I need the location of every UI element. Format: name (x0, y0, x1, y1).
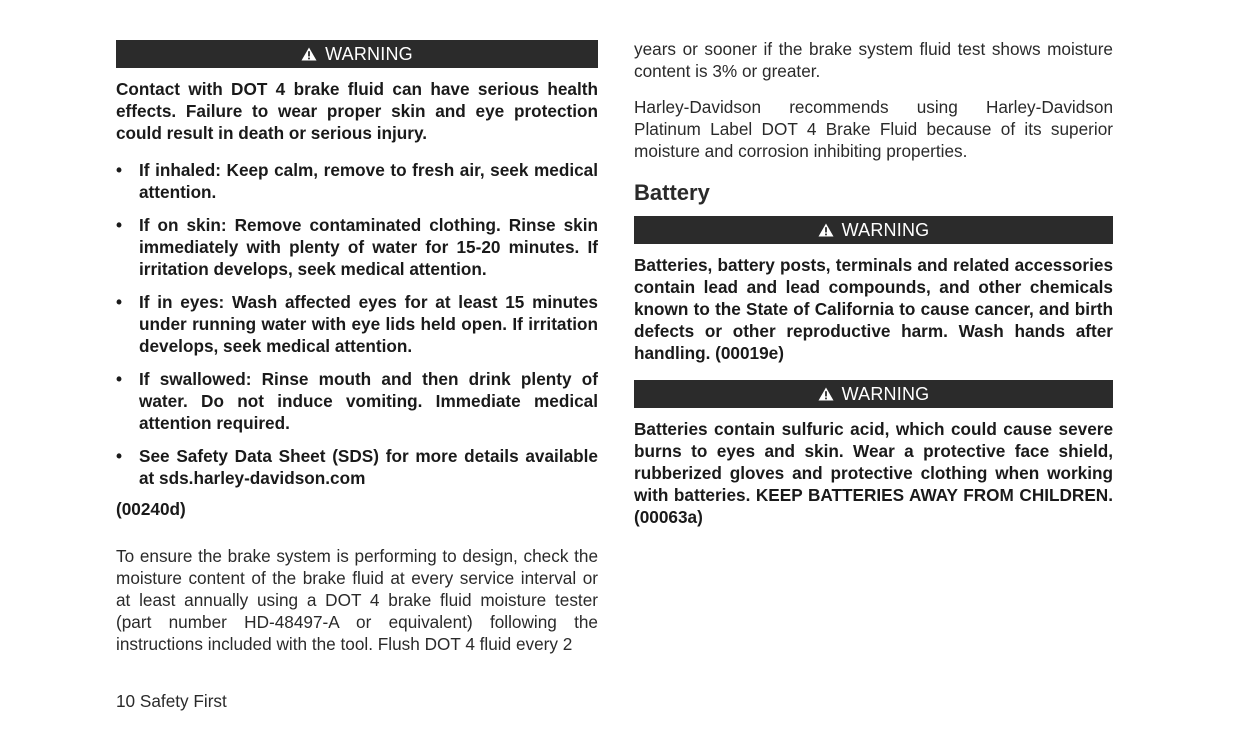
warning-banner (634, 380, 1113, 408)
warning-label: WARNING (841, 383, 930, 404)
warning-triangle-icon (818, 223, 834, 237)
list-item (116, 368, 598, 434)
bullet-marker: • (116, 160, 123, 180)
warning-code: (00240d) (116, 499, 186, 519)
list-item-text: If on skin: Remove contaminated clothing. Rinse skin immediately with plenty of water for 15-20 minutes. If irritation develops, seek medical attention. (139, 215, 598, 279)
section-heading: Battery (634, 180, 710, 205)
list-item (116, 159, 598, 203)
right-column (634, 38, 1113, 528)
warning-banner (116, 40, 598, 68)
body-paragraph: To ensure the brake system is performing to design, check the moisture content of the brake fluid at every service interval or at least annually using a DOT 4 brake fluid moisture tester (part number HD-48497-A or equivalent) following the instructions included with the tool. Flush DOT 4 fluid every 2 (116, 546, 598, 654)
list-item (116, 445, 598, 489)
warning-triangle-icon (818, 387, 834, 401)
list-item-text: If in eyes: Wash affected eyes for at least 15 minutes under running water with eye lids held open. If irritation develops, seek medical attention. (139, 292, 598, 356)
list-item-text: See Safety Data Sheet (SDS) for more details available at sds.harley-davidson.com (139, 446, 598, 488)
bullet-marker: • (116, 292, 123, 312)
warning-label: WARNING (841, 219, 930, 240)
warning-intro-text: Contact with DOT 4 brake fluid can have serious health effects. Failure to wear proper skin and eye protection could result in death or serious injury. (116, 79, 598, 143)
body-paragraph-continued: years or sooner if the brake system fluid test shows moisture content is 3% or greater. (634, 39, 1113, 81)
bullet-marker: • (116, 215, 123, 235)
battery-lead-warning-text: Batteries, battery posts, terminals and related accessories contain lead and lead compounds, and other chemicals known to the State of California to cause cancer, and birth defects or other reproductive harm. Wash hands after handling. (00019e) (634, 255, 1113, 363)
first-aid-list (116, 159, 598, 489)
warning-label: WARNING (325, 43, 413, 64)
bullet-marker: • (116, 446, 123, 466)
list-item (116, 291, 598, 357)
list-item-text: If swallowed: Rinse mouth and then drink plenty of water. Do not induce vomiting. Immediate medical attention required. (139, 369, 598, 433)
bullet-marker: • (116, 369, 123, 389)
warning-banner (634, 216, 1113, 244)
list-item-text: If inhaled: Keep calm, remove to fresh air, seek medical attention. (139, 160, 598, 202)
warning-triangle-icon (301, 47, 317, 61)
list-item (116, 214, 598, 280)
left-column (116, 40, 598, 655)
page-footer: 10 Safety First (116, 691, 227, 711)
battery-acid-warning-text: Batteries contain sulfuric acid, which could cause severe burns to eyes and skin. Wear a protective face shield, rubberized gloves and protective clothing when working with batteries. KEEP BATTERIES AWAY FROM CHILDREN. (00063a) (634, 419, 1113, 527)
recommendation-paragraph: Harley-Davidson recommends using Harley-Davidson Platinum Label DOT 4 Brake Fluid because of its superior moisture and corrosion inhibiting properties. (634, 97, 1113, 161)
